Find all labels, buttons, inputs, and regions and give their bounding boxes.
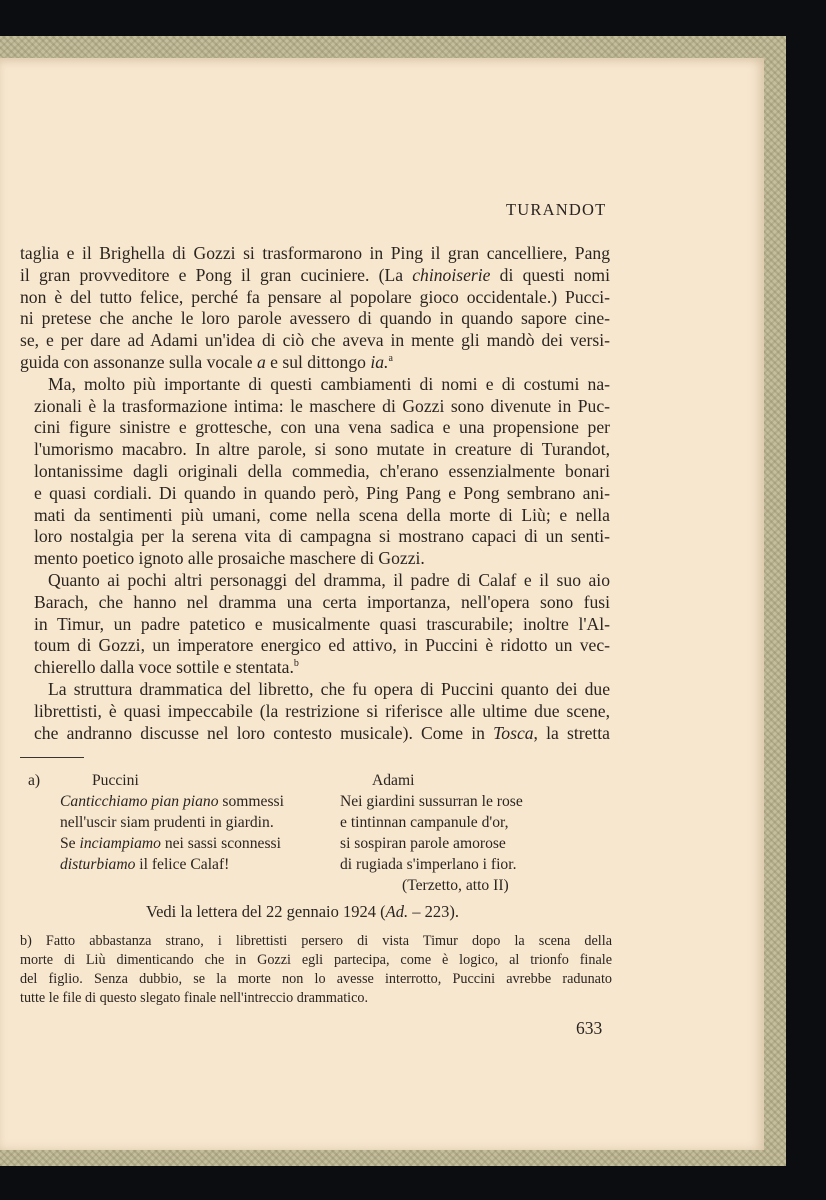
text-line: mento poetico ignoto alle prosaiche maschere di Gozzi. bbox=[34, 548, 425, 569]
text-line: se, e per dare ad Adami un'idea di ciò che aveva in mente gli mandò dei versi- bbox=[20, 330, 610, 351]
verse-line: disturbiamo il felice Calaf! bbox=[60, 856, 230, 873]
running-head: TURANDOT bbox=[506, 200, 607, 219]
text-line: e quasi cordiali. Di quando in quando però, Ping Pang e Pong sembrano ani- bbox=[34, 482, 610, 503]
footnote-line: del figlio. Senza dubbio, se la morte non lo avesse interrotto, Puccini avrebbe radunato bbox=[20, 971, 612, 987]
verse-line: Se inciampiamo nei sassi sconnessi bbox=[60, 835, 281, 852]
footnote-rule bbox=[20, 757, 84, 758]
verse-line: nell'uscir siam prudenti in giardin. bbox=[60, 814, 274, 831]
text-line: toum di Gozzi, un imperatore energico ed attivo, in Puccini è ridotto un vec- bbox=[34, 635, 610, 656]
page-number: 633 bbox=[576, 1018, 603, 1038]
footnote-marker-b: b bbox=[293, 658, 299, 670]
text-line: mati da sentimenti più umani, come nella scena della morte di Liù; e nella bbox=[34, 504, 610, 525]
text-line: taglia e il Brighella di Gozzi si trasformarono in Ping il gran cancelliere, Pang bbox=[20, 243, 610, 263]
verse-heading-puccini: Puccini bbox=[92, 772, 139, 789]
paragraph-4 bbox=[20, 679, 610, 744]
footnote-a-label: a) bbox=[28, 772, 41, 789]
verse-line: Nei giardini sussurran le rose bbox=[340, 793, 523, 810]
footnote-marker-a: a bbox=[388, 353, 393, 365]
text-line: Barach, che hanno nel dramma una certa importanza, nell'opera sono fusi bbox=[34, 591, 610, 612]
main-text bbox=[20, 243, 610, 744]
text-line: zionali è la trasformazione intima: le maschere di Gozzi sono divenute in Puc- bbox=[34, 395, 610, 416]
text-line: lontanissime dagli originali della commedia, ch'erano essenzialmente bonari bbox=[34, 460, 610, 481]
footnote-a-puccini-verses bbox=[60, 770, 330, 875]
paragraph-3 bbox=[20, 570, 610, 679]
text-line: Quanto ai pochi altri personaggi del dramma, il padre di Calaf e il suo aio bbox=[48, 569, 610, 590]
footnote-line: b) Fatto abbastanza strano, i librettisti persero di vista Timur dopo la scena della bbox=[20, 933, 612, 949]
text-line: il gran provveditore e Pong il gran cuciniere. (La chinoiserie di questi nomi bbox=[20, 264, 610, 285]
text-line: chierello dalla voce sottile e stentata.$^b$ bbox=[34, 657, 299, 678]
text-line: cini figure sinistre e grottesche, con una vena sadica e una propensione per bbox=[34, 417, 610, 438]
verse-heading-adami: Adami bbox=[372, 772, 415, 789]
verse-line: si sospiran parole amorose bbox=[340, 835, 506, 852]
footnote-line: morte di Liù dimenticando che in Gozzi egli partecipa, come è logico, al trionfo finale bbox=[20, 952, 612, 968]
text-line: che andranno discusse nel loro contesto musicale). Come in Tosca, la stretta bbox=[34, 722, 610, 743]
verse-line: e tintinnan campanule d'or, bbox=[340, 814, 509, 831]
text-line: ni pretese che anche le loro parole avessero di quando in quando sapore cine- bbox=[20, 308, 610, 329]
footnote-a-adami-verses bbox=[340, 770, 590, 896]
text-line: loro nostalgia per la serena vita di campagna si mostrano capaci di un senti- bbox=[34, 526, 610, 547]
footnote-b bbox=[20, 932, 612, 1008]
paragraph-1 bbox=[20, 243, 610, 374]
verse-line: di rugiada s'imperlano i fior. bbox=[340, 856, 517, 873]
footnote-line: tutte le file di questo slegato finale nell'intreccio drammatico. bbox=[20, 990, 369, 1006]
paragraph-2 bbox=[20, 374, 610, 570]
verse-source: (Terzetto, atto II) bbox=[402, 877, 509, 894]
verse-line: Canticchiamo pian piano sommessi bbox=[60, 793, 284, 810]
text-line: La struttura drammatica del libretto, che fu opera di Puccini quanto dei due bbox=[48, 678, 610, 699]
text-line: Ma, molto più importante di questi cambiamenti di nomi e di costumi na- bbox=[48, 373, 610, 394]
text-line: l'umorismo macabro. In altre parole, si sono mutate in creature di Turandot, bbox=[34, 439, 610, 460]
text-line: guida con assonanze sulla vocale a e sul dittongo ia.$^a$ bbox=[20, 351, 393, 372]
text-line: non è del tutto felice, perché fa pensare al popolare gioco occidentale.) Pucci- bbox=[20, 286, 610, 307]
text-line: in Timur, un padre patetico e musicalmente quasi trascurabile; inoltre l'Al- bbox=[34, 613, 610, 634]
footnote-a-reference: Vedi la lettera del 22 gennaio 1924 (Ad. – 223). bbox=[146, 902, 459, 921]
text-line: librettisti, è quasi impeccabile (la restrizione si riferisce alle ultime due scene, bbox=[34, 700, 610, 721]
